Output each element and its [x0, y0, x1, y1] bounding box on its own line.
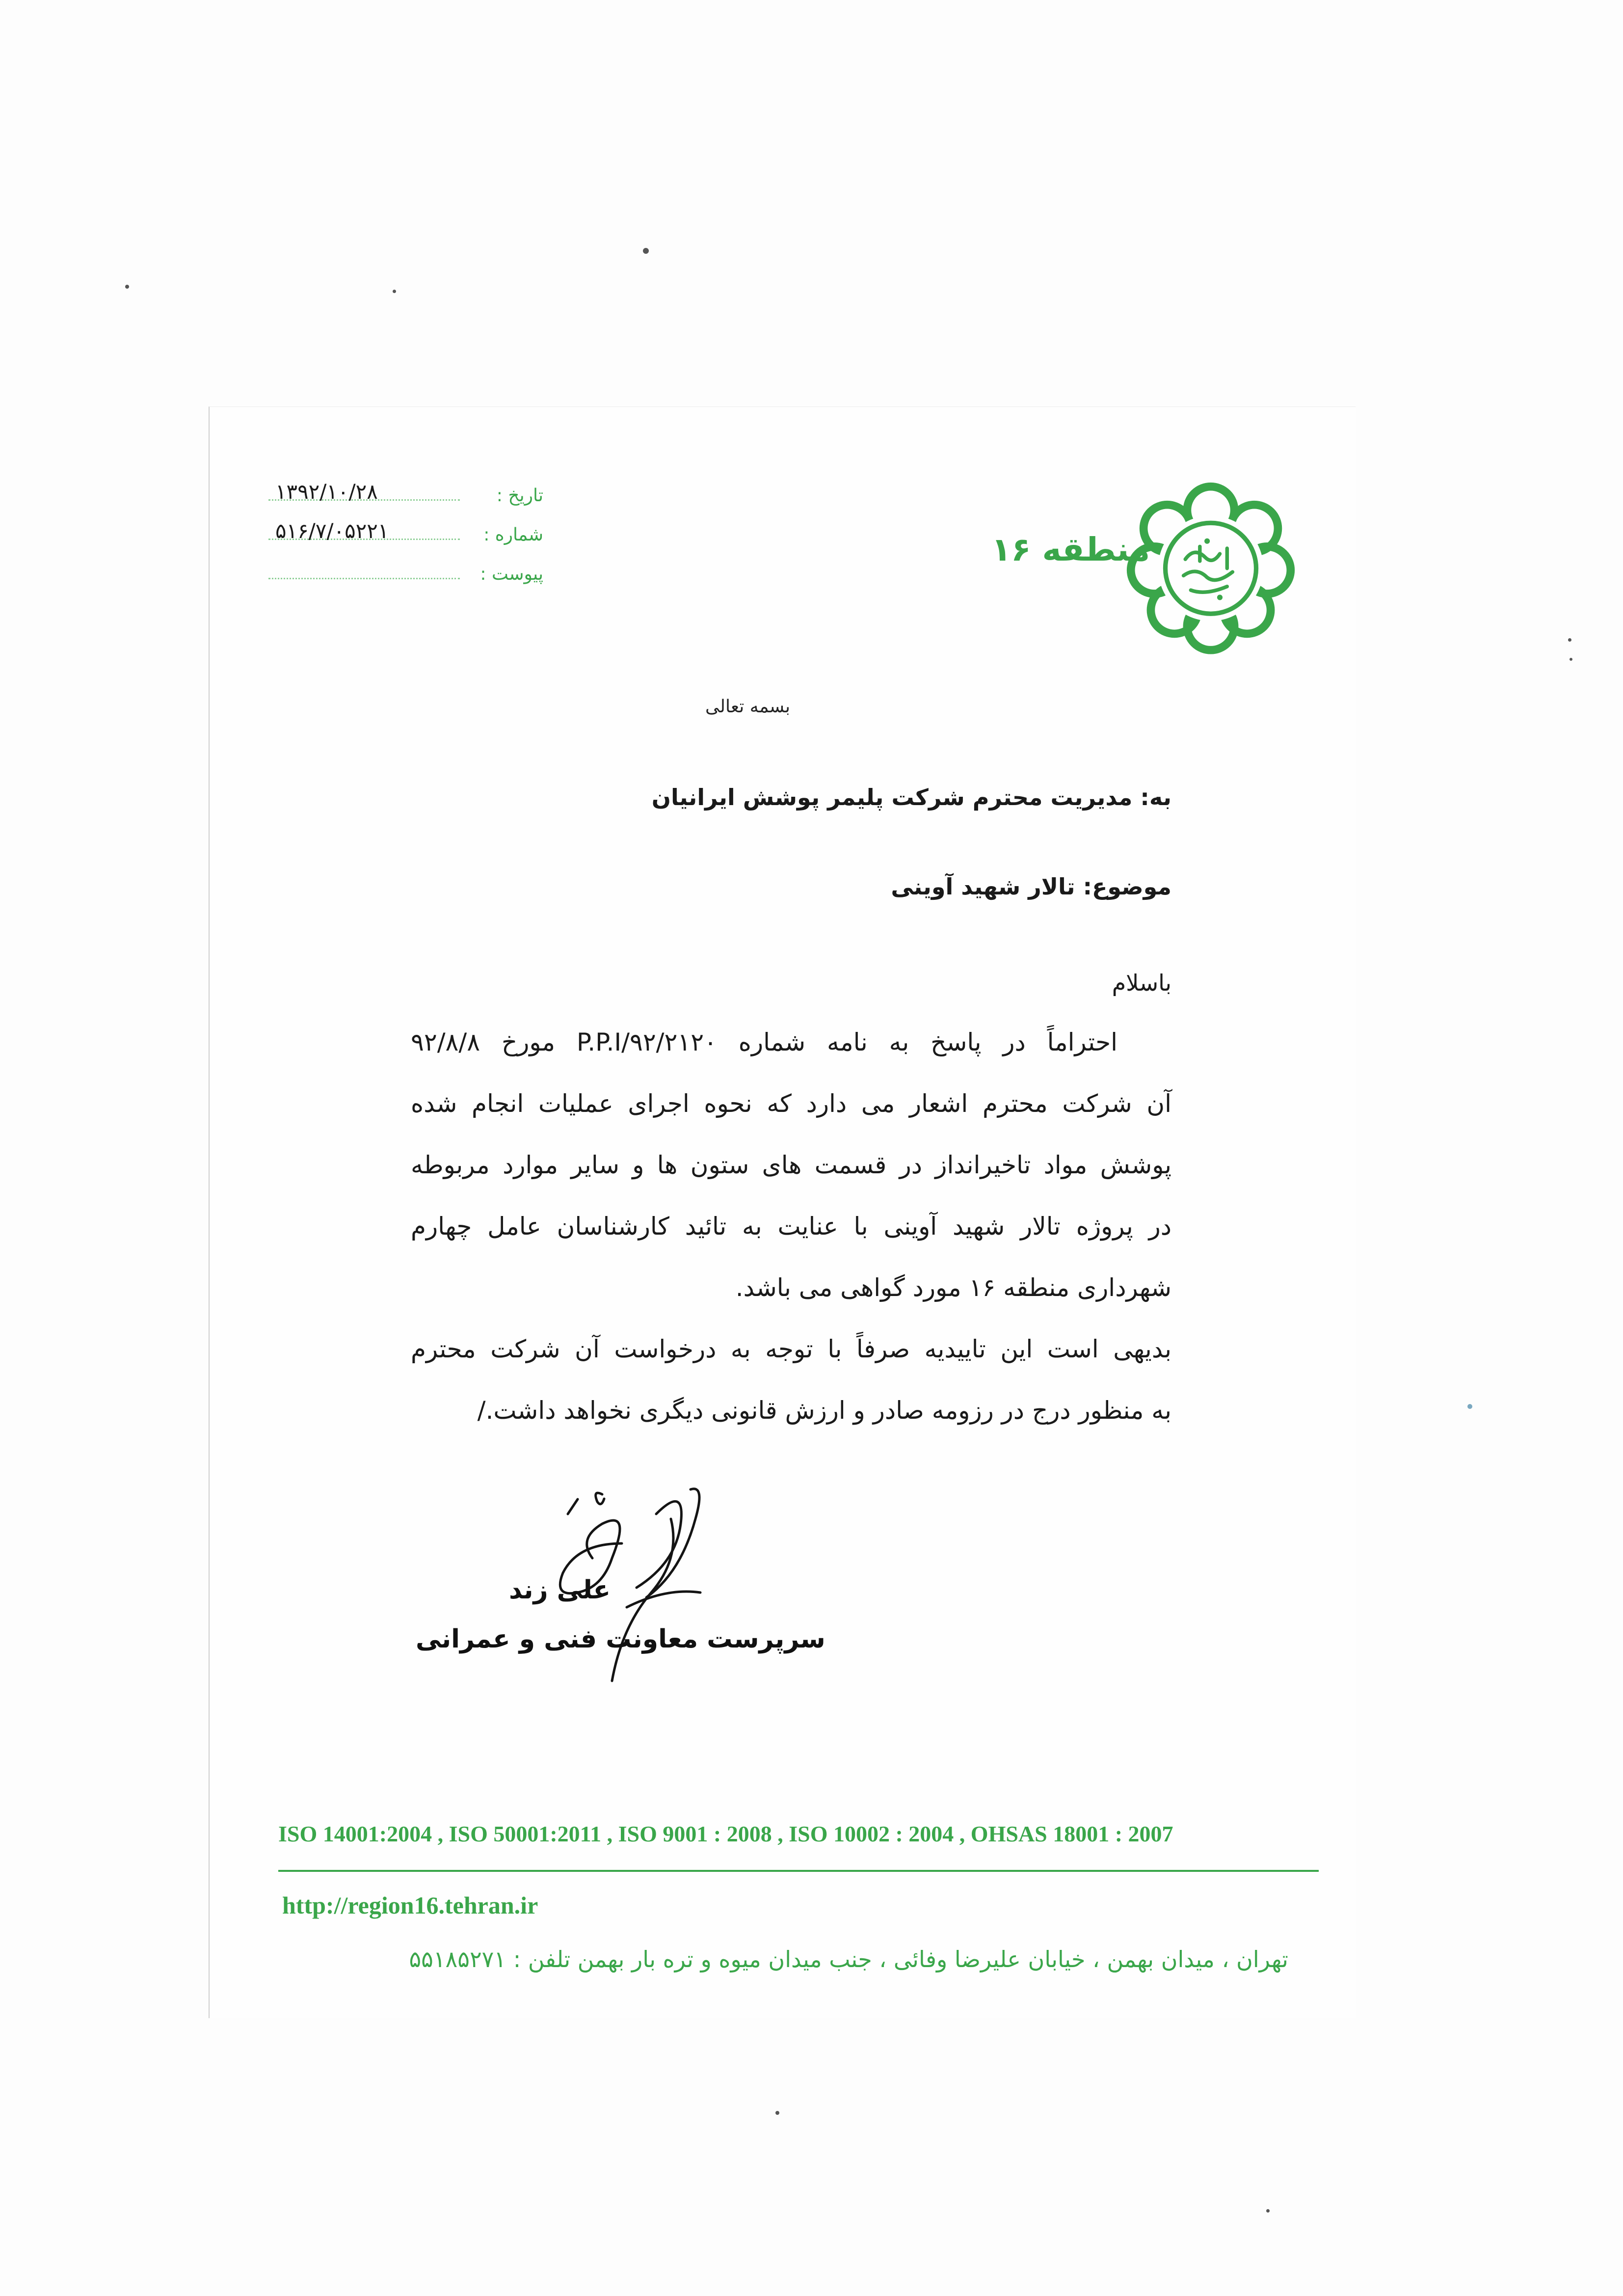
paragraph-line: شهرداری منطقه ۱۶ مورد گواهی می باشد.	[735, 1273, 1171, 1302]
iso-certifications: ISO 14001:2004 , ISO 50001:2011 , ISO 9001 : 2008 , ISO 10002 : 2004 , OHSAS 18001 : 2007	[278, 1821, 1173, 1846]
date-value: ۱۳۹۲/۱۰/۲۸	[275, 480, 378, 504]
letter-body	[210, 407, 1171, 1585]
date-label: تاریخ :	[496, 486, 543, 506]
signatory-title: سرپرست معاونت فنی و عمرانی	[416, 1624, 825, 1654]
scan-speck	[1266, 2209, 1270, 2213]
invocation-text: بسمه تعالی	[705, 697, 791, 717]
scan-speck	[1467, 1404, 1472, 1409]
signatory-name: علی زند	[509, 1575, 611, 1605]
letterhead-page	[209, 406, 1356, 2018]
greeting-line: باسلام	[1112, 970, 1171, 996]
footer-divider	[278, 1870, 1319, 1872]
region-name: منطقه ۱۶	[991, 531, 1150, 568]
scan-speck	[125, 285, 129, 289]
address-line: تهران ، میدان بهمن ، خیابان علیرضا وفائی ، جنب میدان میوه و تره بار بهمن تلفن : ۵۵۱۸۵۲۷۱	[409, 1946, 1288, 1972]
scan-speck	[393, 290, 396, 293]
scan-speck	[1568, 638, 1571, 642]
scan-speck	[1570, 658, 1572, 661]
number-value: ۵۱۶/۷/۰۵۲۲۱	[275, 519, 389, 543]
paragraph-line: آن شرکت محترم اشعار می دارد که نحوه اجرای عملیات انجام شده	[411, 1089, 1171, 1118]
website-link[interactable]: http://region16.tehran.ir	[282, 1891, 538, 1919]
paragraph-line: پوشش مواد تاخیرانداز در قسمت های ستون ها و سایر موارد مربوطه	[411, 1151, 1171, 1179]
subject-line: موضوع: تالار شهید آوینی	[891, 873, 1171, 900]
paragraph-line: در پروژه تالار شهید آوینی با عنایت به تائید کارشناسان عامل چهارم	[411, 1212, 1171, 1241]
recipient-line: به: مدیریت محترم شرکت پلیمر پوشش ایرانیان	[651, 784, 1171, 810]
paragraph-line: بدیهی است این تاییدیه صرفاً با توجه به درخواست آن شرکت محترم	[411, 1335, 1171, 1363]
paragraph-line: احتراماً در پاسخ به نامه شماره P.P.I/۹۲/۲۱۲۰ مورخ ۹۲/۸/۸	[411, 1028, 1117, 1056]
scan-speck	[643, 248, 649, 254]
paragraph-line: به منظور درج در رزومه صادر و ارزش قانونی دیگری نخواهد داشت./	[477, 1396, 1171, 1425]
scan-speck	[775, 2111, 779, 2115]
number-label: شماره :	[483, 525, 543, 545]
attachment-label: پیوست :	[480, 564, 543, 584]
